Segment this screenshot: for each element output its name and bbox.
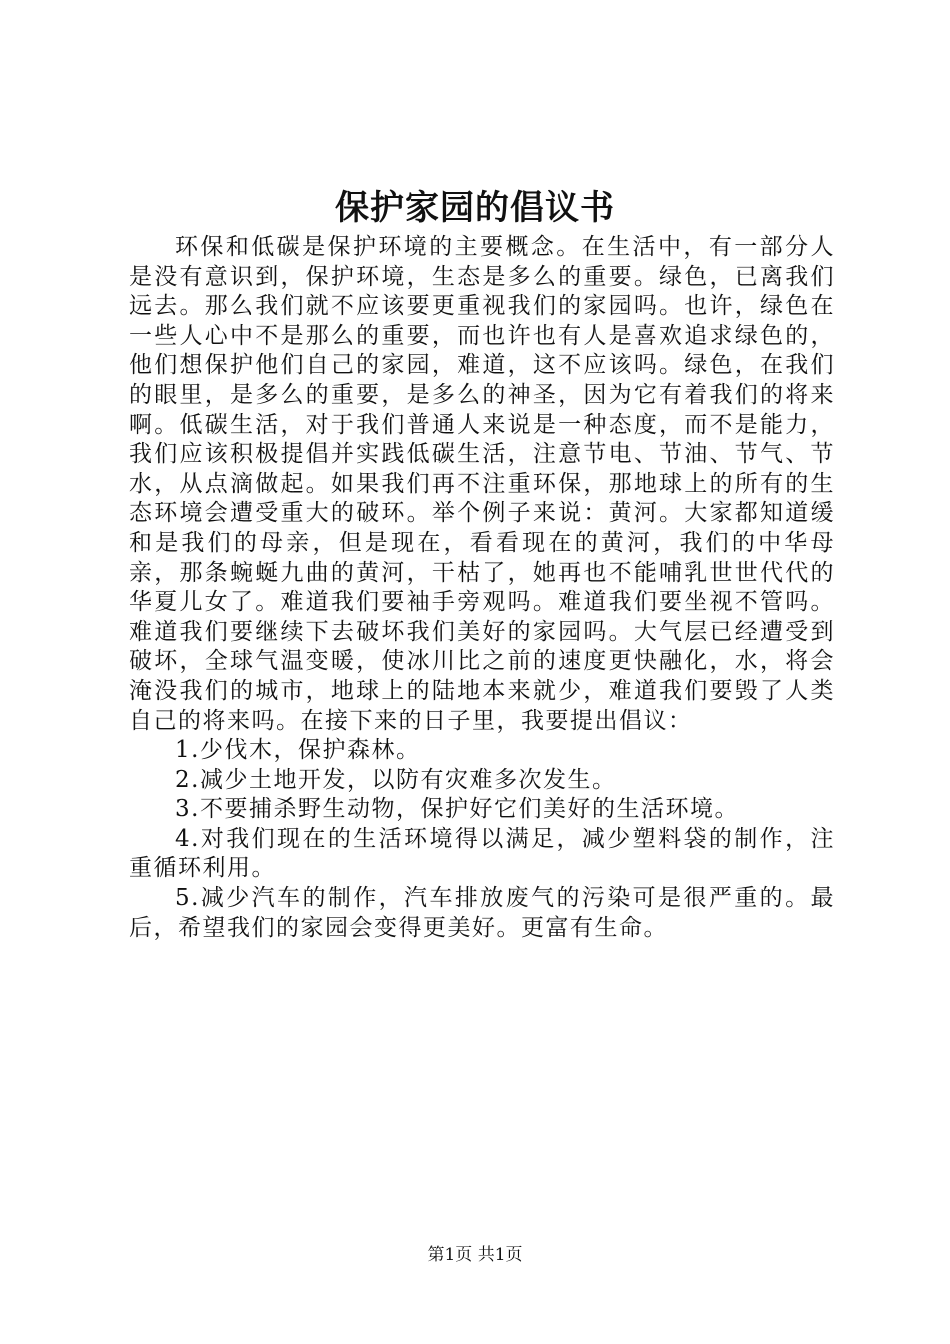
proposal-item-2: 2.减少土地开发，以防有灾难多次发生。: [175, 766, 617, 793]
body-paragraph: 环保和低碳是保护环境的主要概念。在生活中，有一部分人是没有意识到，保护环境，生态是多么的重要。绿色，已离我们远去。那么我们就不应该要更重视我们的家园吗。也许，绿色在一些人心中不是那么的重要，而也许也有人是喜欢追求绿色的，他们想保护他们自己的家园，难道，这不应该吗。绿色，在我们的眼里，是多么的重要，是多么的神圣，因为它有着我们的将来啊。低碳生活，对于我们普通人来说是一种态度，而不是能力，我们应该积极提倡并实践低碳生活，注意节电、节油、节气、节水，从点滴做起。如果我们再不注重环保，那地球上的所有的生态环境会遭受重大的破环。举个例子来说：黄河。大家都知道缓和是我们的母亲，但是现在，看看现在的黄河，我们的中华母亲，那条蜿蜒九曲的黄河，干枯了，她再也不能哺乳世世代代的华夏儿女了。难道我们要袖手旁观吗。难道我们要坐视不管吗。难道我们要继续下去破坏我们美好的家园吗。大气层已经遭受到破坏，全球气温变暖，使冰川比之前的速度更快融化，水，将会淹没我们的城市，地球上的陆地本来就少，难道我们要毁了人类自己的将来吗。在接下来的日子里，我要提出倡议：: [129, 234, 835, 734]
page-title: 保护家园的倡议书: [335, 188, 615, 228]
document-body: [129, 233, 835, 943]
page-number-footer: 第1页 共1页: [427, 1245, 523, 1265]
proposal-item-1: 1.少伐木，保护森林。: [175, 737, 421, 764]
proposal-item-5: 5.减少汽车的制作，汽车排放废气的污染可是很严重的。最后，希望我们的家园会变得更美好。更富有生命。: [129, 885, 835, 941]
proposal-item-3: 3.不要捕杀野生动物，保护好它们美好的生活环境。: [175, 796, 739, 823]
proposal-item-4: 4.对我们现在的生活环境得以满足，减少塑料袋的制作，注重循环利用。: [129, 825, 835, 882]
